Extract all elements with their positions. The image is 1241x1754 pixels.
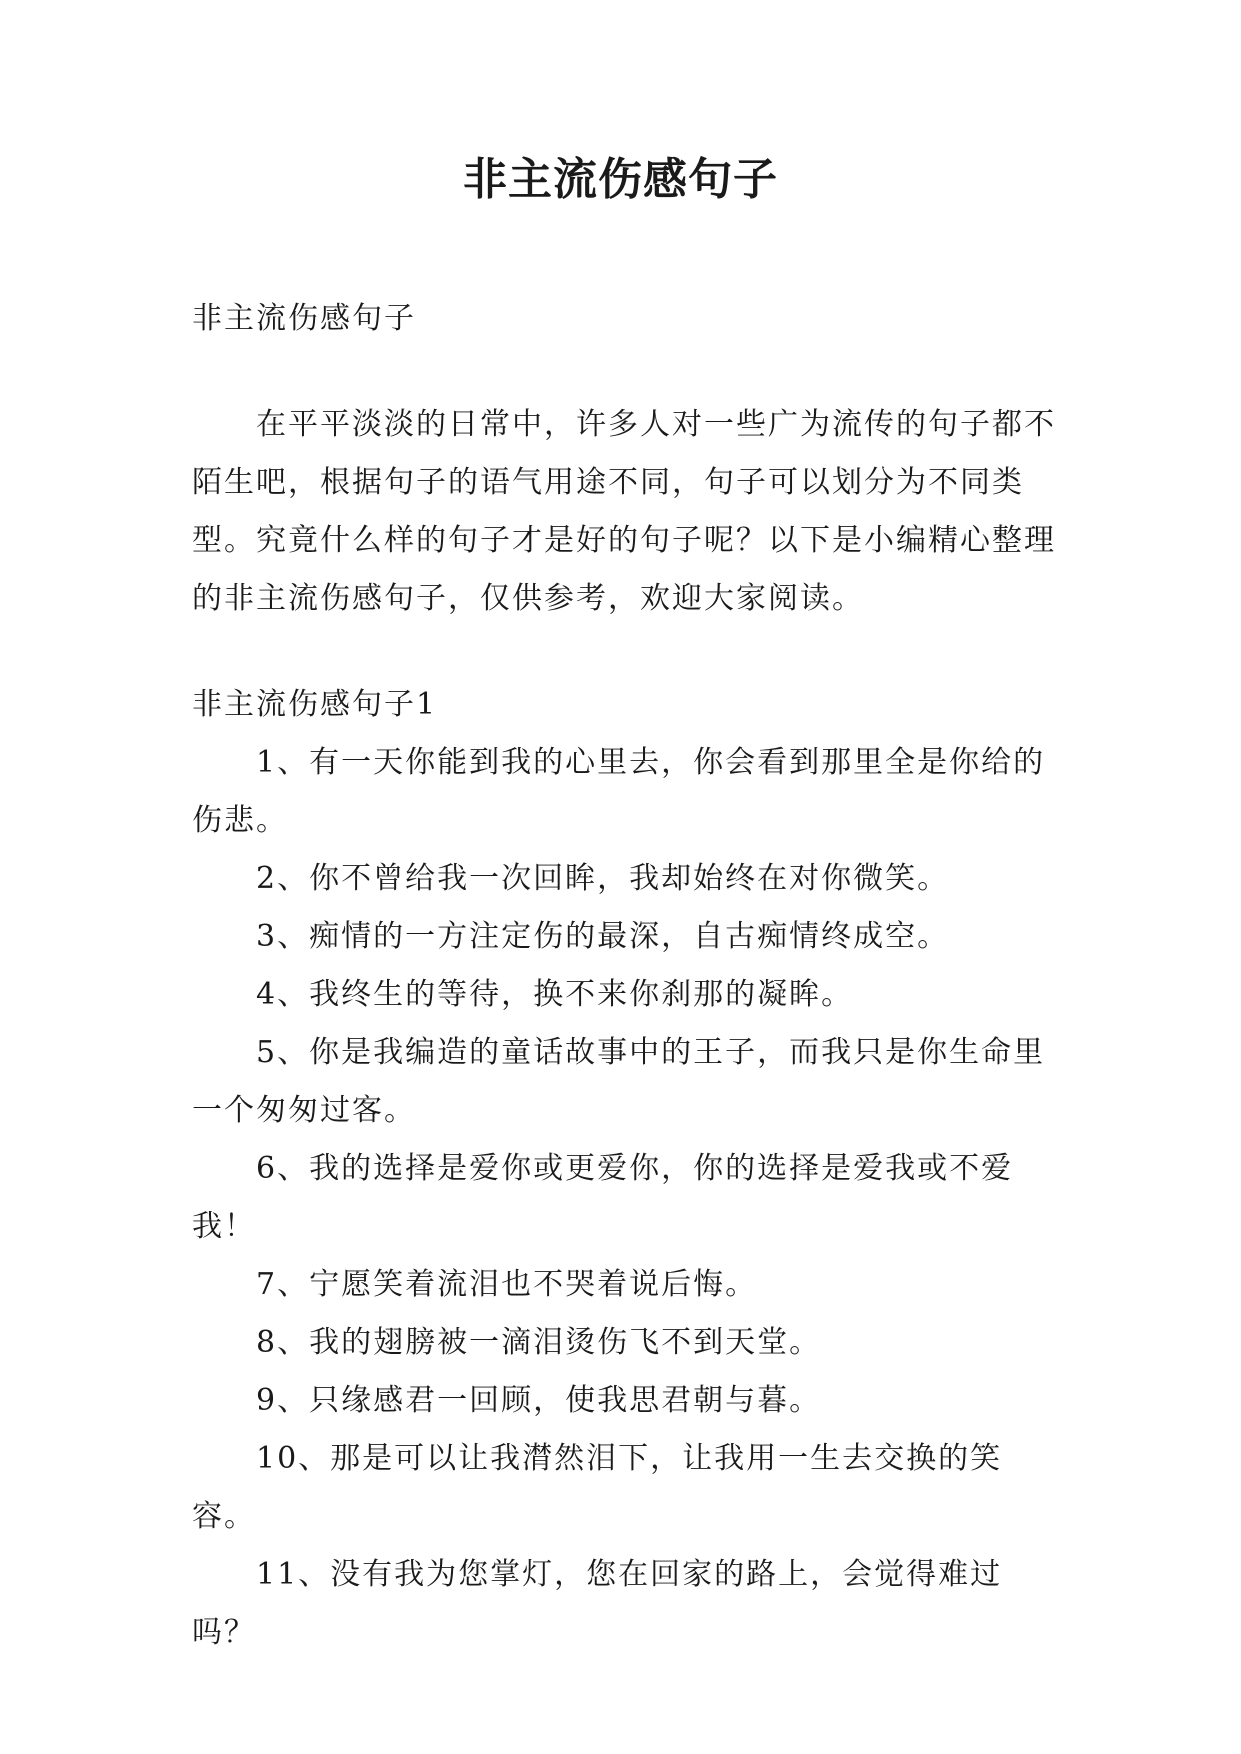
list-item: 4、我终生的等待，换不来你刹那的凝眸。	[256, 977, 854, 1012]
list-item: 6、我的选择是爱你或更爱你，你的选择是爱我或不爱我！	[192, 1151, 1014, 1244]
intro-paragraph: 在平平淡淡的日常中，许多人对一些广为流传的句子都不陌生吧，根据句子的语气用途不同，句子可以划分为不同类型。究竟什么样的句子才是好的句子呢？以下是小编精心整理的非主流伤感句子，仅供参考，欢迎大家阅读。	[192, 407, 1056, 616]
list-item: 5、你是我编造的童话故事中的王子，而我只是你生命里一个匆匆过客。	[192, 1035, 1046, 1128]
list-item: 8、我的翅膀被一滴泪烫伤飞不到天堂。	[256, 1325, 822, 1360]
section-heading: 非主流伤感句子1	[192, 687, 438, 722]
list-item: 9、只缘感君一回顾，使我思君朝与暮。	[256, 1383, 822, 1418]
list-item: 7、宁愿笑着流泪也不哭着说后悔。	[256, 1267, 758, 1302]
list-item: 1、有一天你能到我的心里去，你会看到那里全是你给的伤悲。	[192, 745, 1046, 838]
list-item: 2、你不曾给我一次回眸，我却始终在对你微笑。	[256, 861, 950, 896]
document-subtitle: 非主流伤感句子	[192, 301, 416, 336]
list-item: 11、没有我为您掌灯，您在回家的路上，会觉得难过吗？	[192, 1557, 1003, 1650]
document-title: 非主流伤感句子	[463, 154, 778, 205]
document-body	[192, 290, 1060, 1662]
list-item: 10、那是可以让我潸然泪下，让我用一生去交换的笑容。	[192, 1441, 1003, 1534]
list-item: 3、痴情的一方注定伤的最深，自古痴情终成空。	[256, 919, 950, 954]
